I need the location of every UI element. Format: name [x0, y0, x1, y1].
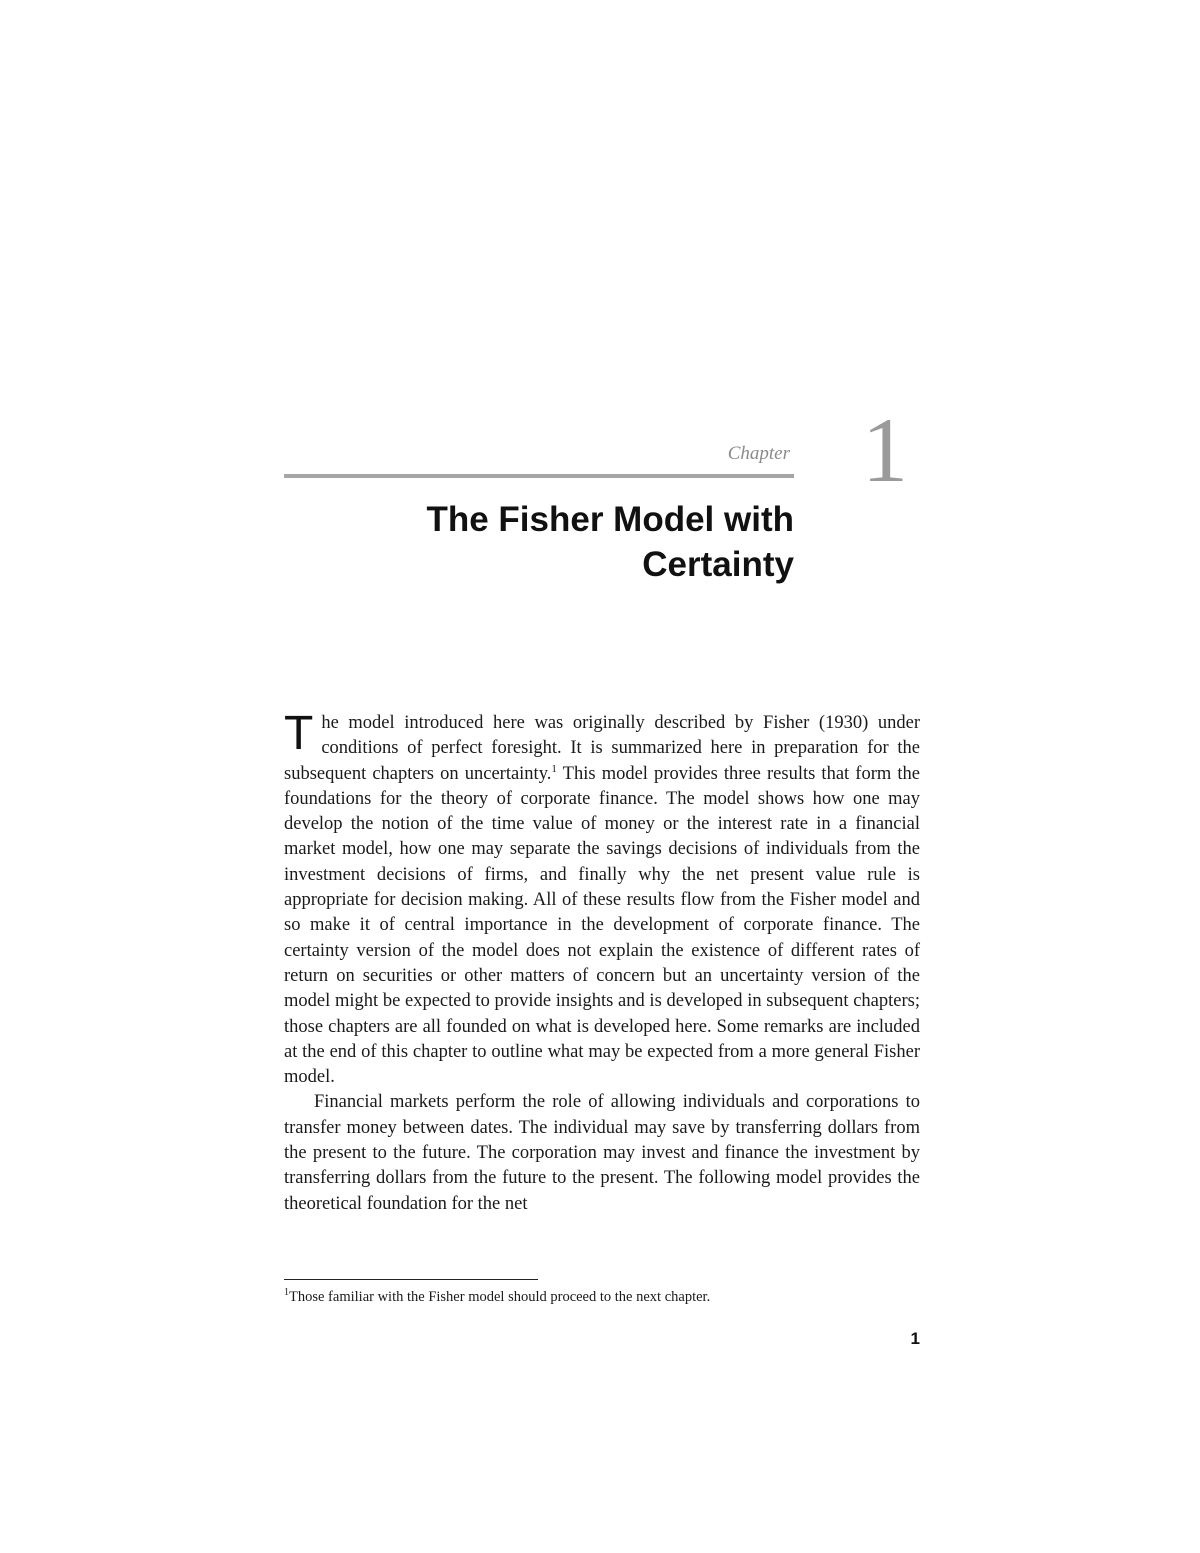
footnote-reference: 1 — [551, 762, 557, 775]
chapter-label: Chapter — [727, 443, 790, 464]
paragraph-1 — [284, 707, 920, 1090]
chapter-title — [300, 497, 794, 587]
footnote-text: Those familiar with the Fisher model should proceed to the next chapter. — [289, 1289, 711, 1305]
title-line-2: Certainty — [642, 545, 794, 584]
body-text — [284, 707, 920, 1217]
paragraph-1-text-a: he model introduced here was originally described by Fisher (1930) under conditions of perfect foresight. It is summarized here in preparation for the subsequent chapters on uncertainty. — [284, 713, 920, 784]
paragraph-1-text-b: This model provides three results that form the foundations for the theory of corporate finance. The model shows how one may develop the notion of the time value of money or the interest rate in a financial market model, how one may separate the savings decisions of individuals from the investment decisions of firms, and finally why the net present value rule is appropriate for decision making. All of these results flow from the Fisher model and so make it of central importance in the development of corporate finance. The certainty version of the model does not explain the existence of different rates of return on securities or other matters of concern but an uncertainty version of the model might be expected to provide insights and is developed in subsequent chapters; those chapters are all founded on what is developed here. Some remarks are included at the end of this chapter to outline what may be expected from a more general Fisher model. — [284, 763, 920, 1088]
footnote-rule — [284, 1279, 538, 1280]
chapter-number: 1 — [862, 399, 908, 501]
footnote — [284, 1287, 920, 1307]
footnote-mark: 1 — [284, 1287, 289, 1299]
page-number: 1 — [910, 1329, 920, 1348]
paragraph-2: Financial markets perform the role of allowing individuals and corporations to transfer money between dates. The individual may save by transferring dollars from the present to the future. The corporation may invest and finance the investment by transferring dollars from the future to the present. The following model provides the theoretical foundation for the net — [284, 1092, 920, 1214]
drop-cap: T — [284, 707, 314, 760]
chapter-rule — [284, 474, 794, 478]
title-line-1: The Fisher Model with — [426, 500, 794, 539]
